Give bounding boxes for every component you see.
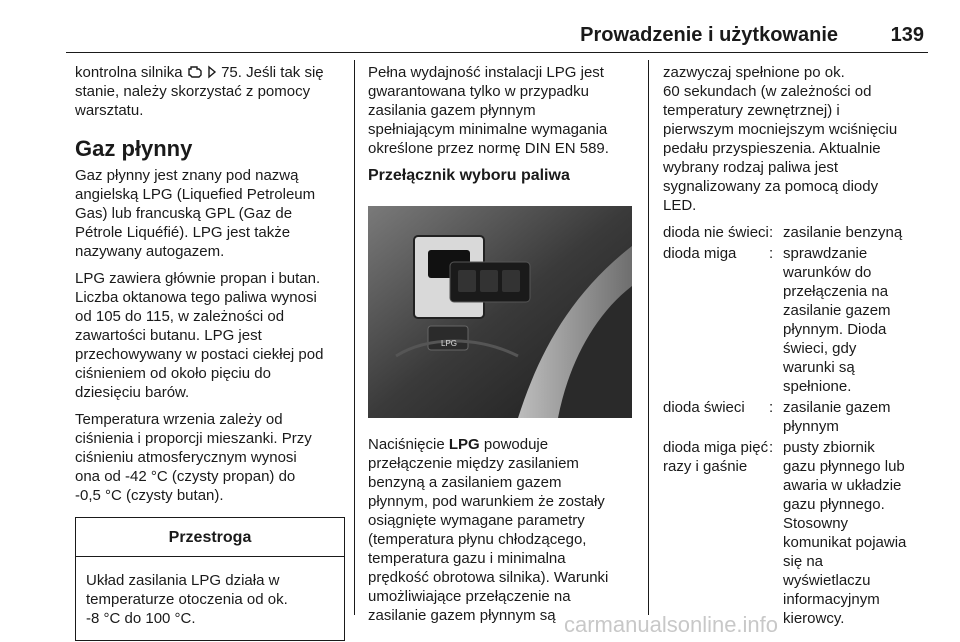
section-heading: Gaz płynny [75, 136, 193, 161]
intro-paragraph: kontrolna silnika 75. Jeśli tak się stanie, należy skorzystać z pomocy warsztatu. [75, 64, 324, 119]
column-2 [368, 63, 636, 633]
column-3 [663, 63, 933, 630]
paragraph: zazwyczaj spełnione po ok. 60 sekundach (w zależności od temperatury zewnętrznej) i pierwszym mocniejszym wciśnięciu pedału przyspieszenia. Aktualnie wybrany rodzaj paliwa jest sygnalizowany za pomocą diody LED. [663, 64, 898, 214]
table-row: dioda miga pięć razy i gaśnie : pusty zbiornik gazu płynnego lub awaria w układzie gazu płynnego. Stosowny komunikat pojawia się na wyświetlaczu informacyjnym kierowcy. [663, 439, 907, 627]
paragraph: Temperatura wrzenia zależy od ciśnienia i proporcji mieszanki. Przy ciśnieniu atmosferycznym wynosi ona od -42 °C (czysty propan) do -0,5 °C (czysty butan). [75, 411, 312, 504]
led-status-table [663, 223, 935, 630]
lpg-button-ref: LPG [448, 436, 480, 453]
column-divider [354, 60, 355, 615]
page-reference-icon [207, 65, 217, 79]
paragraph: LPG zawiera głównie propan i butan. Liczba oktanowa tego paliwa wynosi od 105 do 115, w zależności od zawartości butanu. LPG jest przechowywany w postaci ciekłej pod ciśnieniem od około pięciu do dziesięciu barów. [75, 270, 324, 401]
paragraph: Naciśnięcie LPG powoduje przełączenie między zasilaniem benzyną a zasilaniem gazem płynnym, pod warunkiem że zostały osiągnięte wymagane parametry (temperatura płynu chłodzącego, temperatura gazu i minimalna prędkość obrotowa silnika). Warunki umożliwiające przełączenie na zasilanie gazem płynnym są [368, 436, 609, 624]
section-heading: Przełącznik wyboru paliwa [368, 167, 570, 184]
watermark: carmanualsonline.info [564, 612, 779, 637]
table-row: dioda nie świeci : zasilanie benzyną [663, 224, 903, 241]
paragraph: Pełna wydajność instalacji LPG jest gwarantowana tylko w przypadku zasilania gazem płynnym spełniającym minimalne wymagania określone przez normę DIN EN 589. [368, 64, 609, 157]
column-1 [75, 63, 345, 641]
engine-check-icon [187, 65, 203, 79]
caution-box [75, 517, 345, 641]
header-rule [66, 52, 928, 53]
lpg-button-label: LPG [441, 339, 458, 348]
fuel-selector-photo [368, 206, 632, 418]
page-title: Prowadzenie i użytkowanie [580, 24, 838, 46]
page-number: 139 [890, 24, 924, 46]
table-row: dioda miga : sprawdzanie warunków do przełączenia na zasilanie gazem płynnym. Dioda świeci, gdy warunki są spełnione. [663, 245, 891, 395]
caution-body: Układ zasilania LPG działa w temperaturze otoczenia od ok. -8 °C do 100 °C. [86, 572, 288, 627]
paragraph: Gaz płynny jest znany pod nazwą angielską LPG (Liquefied Petroleum Gas) lub francuską GPL (Gaz de Pétrole Liquéfié). LPG jest także nazywany autogazem. [75, 167, 316, 260]
page-header [66, 24, 928, 50]
column-divider [648, 60, 649, 615]
caution-title: Przestroga [76, 518, 344, 557]
table-row: dioda świeci : zasilanie gazem płynnym [663, 399, 891, 435]
